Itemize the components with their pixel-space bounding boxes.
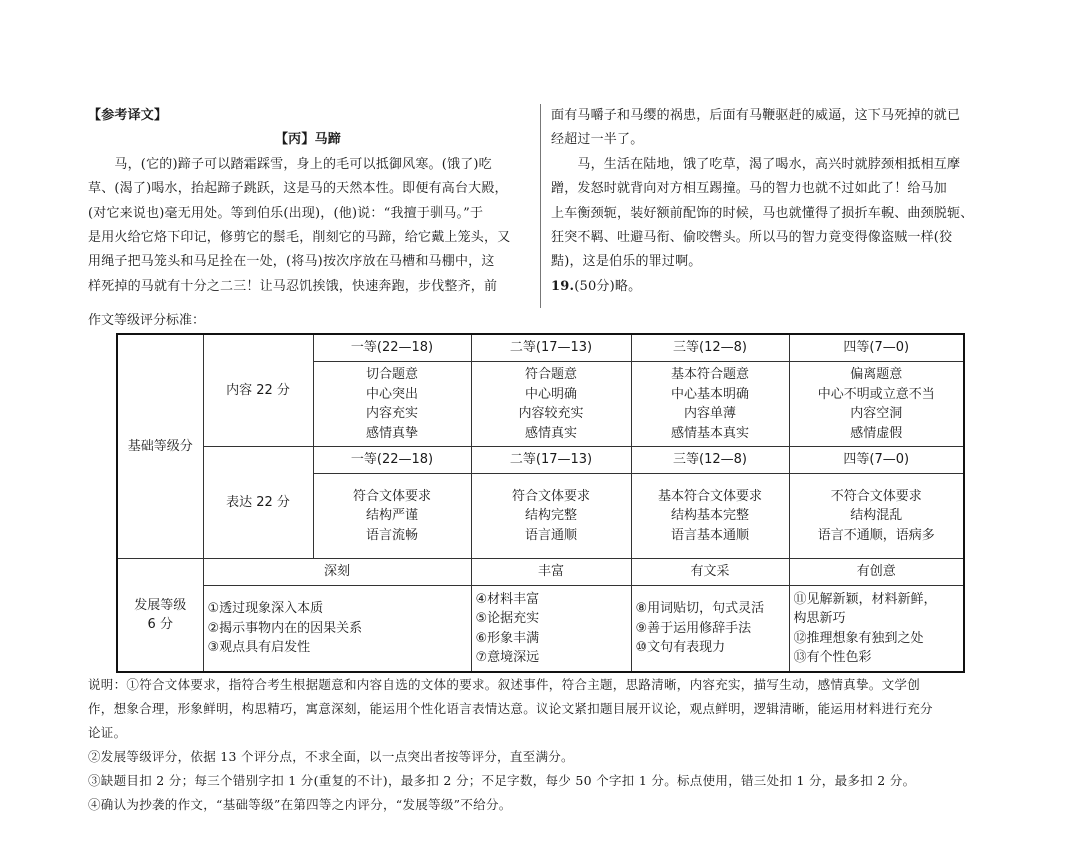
development-item: ⑤论据充实	[475, 611, 540, 626]
criterion: 中心明确	[524, 386, 577, 402]
rubric-notes	[88, 673, 1000, 817]
content-criteria-grade-4	[789, 362, 964, 447]
development-item: ⑫推理想象有独到之处	[793, 630, 924, 646]
content-criteria-grade-1	[313, 362, 471, 447]
translation-line: 狂突不羁、吐避马衔、偷咬辔头。所以马的智力竟变得像盗贼一样(狡	[551, 229, 953, 245]
translation-line: 用绳子把马笼头和马足拴在一处，(将马)按次序放在马槽和马棚中，这	[88, 254, 495, 270]
translation-line: 草、(渴了)喝水，抬起蹄子跳跃，这是马的天然本性。即便有高台大殿，	[88, 181, 508, 197]
note-line: 论证。	[88, 725, 127, 740]
criterion: 语言流畅	[365, 527, 418, 543]
criterion: 符合文体要求	[352, 488, 431, 504]
translation-left-column	[88, 104, 528, 299]
development-items-rich	[471, 586, 631, 673]
criterion: 感情虚假	[850, 425, 903, 441]
question-19	[551, 275, 991, 299]
development-item: 构思新巧	[793, 611, 846, 626]
translation-line: 马，(它的)蹄子可以踏霜踩雪，身上的毛可以抵御风寒。(饿了)吃	[88, 156, 492, 172]
development-item: ⑪见解新颖，材料新鲜，	[793, 591, 937, 607]
development-level-label	[117, 559, 203, 673]
passage-subtitle: 【丙】马蹄	[274, 132, 341, 148]
criterion: 语言通顺	[524, 527, 577, 543]
development-head-profound: 深刻	[203, 559, 471, 586]
development-item: ⑬有个性色彩	[793, 650, 872, 665]
content-grade-3: 三等(12—8)	[631, 334, 789, 362]
expression-grade-1: 一等(22—18)	[313, 447, 471, 474]
criterion: 符合文体要求	[511, 488, 590, 504]
expression-criteria-grade-1	[313, 474, 471, 559]
criterion: 切合题意	[365, 367, 418, 382]
criterion: 中心不明或立意不当	[817, 386, 935, 402]
translation-line: 是用火给它烙下印记，修剪它的鬃毛，削刻它的马蹄，给它戴上笼头，又	[88, 229, 511, 245]
content-criteria-grade-2	[471, 362, 631, 447]
essay-rubric-table	[116, 333, 965, 673]
criterion: 感情真实	[524, 425, 577, 441]
development-item: ⑨善于运用修辞手法	[635, 620, 752, 636]
expression-grade-4: 四等(7—0)	[789, 447, 964, 474]
criterion: 中心突出	[365, 386, 418, 402]
translation-line: 蹭，发怒时就背向对方相互踢撞。马的智力也就不过如此了！给马加	[551, 181, 948, 197]
development-head-rich: 丰富	[471, 559, 631, 586]
content-score-label: 内容 22 分	[203, 334, 313, 447]
criterion: 内容空洞	[850, 406, 903, 421]
expression-criteria-grade-3	[631, 474, 789, 559]
development-label-line: 发展等级	[134, 597, 187, 613]
criterion: 结构严谨	[365, 508, 418, 524]
criterion: 内容充实	[365, 406, 418, 421]
development-item: ①透过现象深入本质	[207, 601, 324, 617]
translation-line: 样死掉的马就有十分之二三！让马忍饥挨饿，快速奔跑，步伐整齐，前	[88, 278, 498, 294]
expression-grade-3: 三等(12—8)	[631, 447, 789, 474]
translation-line: 马，生活在陆地，饿了吃草，渴了喝水，高兴时就脖颈相抵相互摩	[551, 156, 961, 172]
development-items-literary	[631, 586, 789, 673]
expression-criteria-grade-2	[471, 474, 631, 559]
development-item: ⑩文句有表现力	[635, 640, 726, 656]
basic-level-label: 基础等级分	[117, 334, 203, 559]
criterion: 结构混乱	[850, 508, 903, 524]
development-head-literary: 有文采	[631, 559, 789, 586]
criterion: 基本符合题意	[670, 367, 749, 382]
development-item: ②揭示事物内在的因果关系	[207, 620, 363, 636]
translation-line: 上车衡颈轭，装好额前配饰的时候，马也就懂得了损折车輗、曲颈脱轭、	[551, 205, 974, 221]
expression-score-label: 表达 22 分	[203, 447, 313, 559]
criterion: 语言不通顺，语病多	[817, 527, 935, 543]
expression-grade-2: 二等(17—13)	[471, 447, 631, 474]
development-item: ⑦意境深远	[475, 650, 540, 665]
content-grade-4: 四等(7—0)	[789, 334, 964, 362]
development-label-line: 6 分	[147, 617, 173, 632]
criterion: 内容较充实	[518, 406, 584, 421]
development-item: ⑧用词贴切，句式灵活	[635, 601, 765, 617]
development-head-creative: 有创意	[789, 559, 964, 586]
criterion: 中心基本明确	[670, 386, 749, 402]
criterion: 语言基本通顺	[670, 527, 749, 543]
translation-line: 经超过一半了。	[551, 132, 644, 148]
reference-translation-heading: 【参考译文】	[88, 108, 168, 123]
criterion: 偏离题意	[850, 367, 903, 382]
development-item: ⑥形象丰满	[475, 630, 540, 646]
criterion: 感情真挚	[365, 425, 418, 441]
translation-line: 面有马嚼子和马缨的祸患，后面有马鞭驱赶的威逼，这下马死掉的就已	[551, 108, 961, 123]
translation-line: (对它来说也)毫无用处。等到伯乐(出现)，(他)说：“我擅于驯马。”于	[88, 205, 484, 221]
development-item: ③观点具有启发性	[207, 640, 311, 656]
note-line: 作，想象合理，形象鲜明，构思精巧，寓意深刻，能运用个性化语言表情达意。议论文紧扣题目展开议论，观点鲜明，逻辑清晰，能运用材料进行充分	[88, 701, 933, 716]
column-divider	[540, 104, 541, 308]
content-grade-1: 一等(22—18)	[313, 334, 471, 362]
criterion: 感情基本真实	[670, 425, 749, 441]
note-line: 说明：①符合文体要求，指符合考生根据题意和内容自选的文体的要求。叙述事件，符合主题，思路清晰，内容充实，描写生动，感情真挚。文学创	[88, 677, 921, 692]
criterion: 基本符合文体要求	[657, 488, 762, 504]
criterion: 结构完整	[524, 508, 577, 524]
development-item: ④材料丰富	[475, 591, 540, 607]
criterion: 内容单薄	[683, 406, 736, 421]
translation-line: 黠)，这是伯乐的罪过啊。	[551, 254, 702, 270]
note-line: ②发展等级评分，依据 13 个评分点，不求全面，以一点突出者按等评分，直至满分。	[88, 749, 574, 764]
translation-right-column	[551, 104, 991, 299]
criterion: 不符合文体要求	[830, 488, 922, 504]
note-line: ③缺题目扣 2 分；每三个错别字扣 1 分(重复的不计)，最多扣 2 分；不足字数，每少 50 个字扣 1 分。标点使用，错三处扣 1 分，最多扣 2 分。	[88, 773, 916, 788]
criterion: 结构基本完整	[670, 508, 749, 524]
note-line: ④确认为抄袭的作文，“基础等级”在第四等之内评分，“发展等级”不给分。	[88, 797, 512, 812]
question-19-text: (50分)略。	[574, 278, 642, 294]
criterion: 符合题意	[524, 367, 577, 382]
content-grade-2: 二等(17—13)	[471, 334, 631, 362]
expression-criteria-grade-4	[789, 474, 964, 559]
content-criteria-grade-3	[631, 362, 789, 447]
development-items-creative	[789, 586, 964, 673]
scoring-standard-title: 作文等级评分标准：	[88, 313, 206, 328]
development-items-profound	[203, 586, 471, 673]
question-19-number: 19.	[551, 278, 575, 294]
